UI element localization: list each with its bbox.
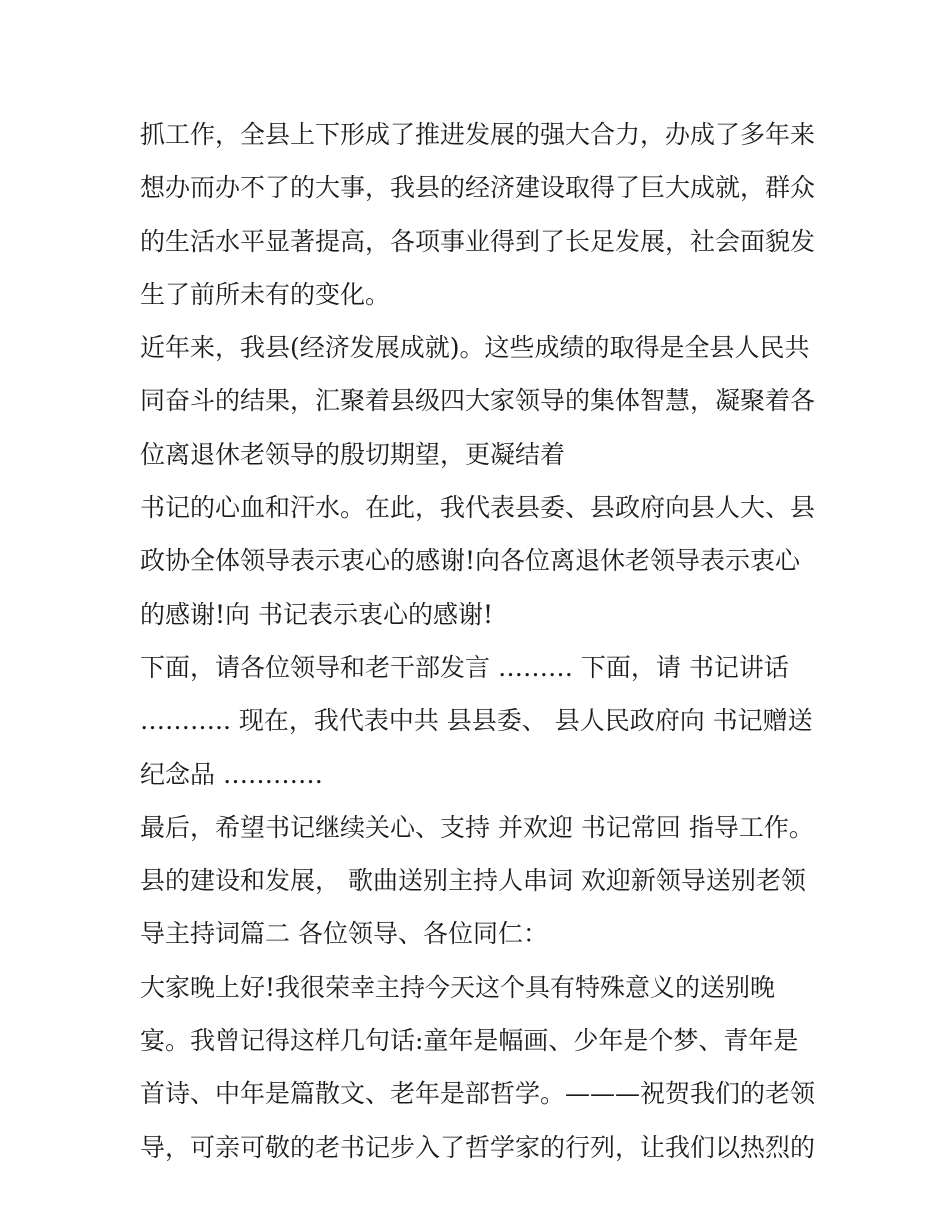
document-body [140, 108, 820, 1174]
text-line: 想办而办不了的大事，我县的经济建设取得了巨大成就，群众 [140, 173, 816, 203]
text-line: 抓工作，全县上下形成了推进发展的强大合力，办成了多年来 [140, 120, 816, 149]
text-line: 最后，希望书记继续关心、支持 并欢迎 书记常回 指导工作。 [140, 812, 814, 842]
text-line: 大家晚上好!我很荣幸主持今天这个具有特殊意义的送别晚 [140, 972, 776, 1002]
text-line: 书记的心血和汗水。在此，我代表县委、县政府向县人大、县 [140, 493, 816, 523]
text-line: 纪念品 ………… [140, 759, 323, 789]
text-line: 宴。我曾记得这样几句话:童年是幅画、少年是个梦、青年是 [140, 1026, 799, 1056]
text-line: 首诗、中年是篇散文、老年是部哲学。———祝贺我们的老领 [140, 1079, 816, 1109]
text-line: 的生活水平显著提高，各项事业得到了长足发展，社会面貌发 [140, 226, 816, 256]
text-line: 县的建设和发展， 歌曲送别主持人串词 欢迎新领导送别老领 [140, 866, 806, 896]
text-line: 下面，请各位领导和老干部发言 ……… 下面，请 书记讲话 [140, 652, 789, 682]
text-line: 的感谢!向 书记表示衷心的感谢! [140, 599, 494, 629]
text-line: 位离退休老领导的殷切期望，更凝结着 [140, 439, 566, 469]
text-line: 近年来，我县(经济发展成就)。这些成绩的取得是全县人民共 [140, 333, 810, 363]
text-line: 政协全体领导表示衷心的感谢!向各位离退休老领导表示衷心 [140, 546, 801, 576]
text-line: 导主持词篇二 各位领导、各位同仁： [140, 919, 548, 949]
text-line: 同奋斗的结果，汇聚着县级四大家领导的集体智慧，凝聚着各 [140, 386, 816, 416]
text-line: 生了前所未有的变化。 [140, 279, 391, 309]
text-line: ……….. 现在，我代表中共 县县委、 县人民政府向 书记赠送 [140, 706, 813, 736]
text-line: 导，可亲可敬的老书记步入了哲学家的行列，让我们以热烈的 [140, 1132, 816, 1162]
